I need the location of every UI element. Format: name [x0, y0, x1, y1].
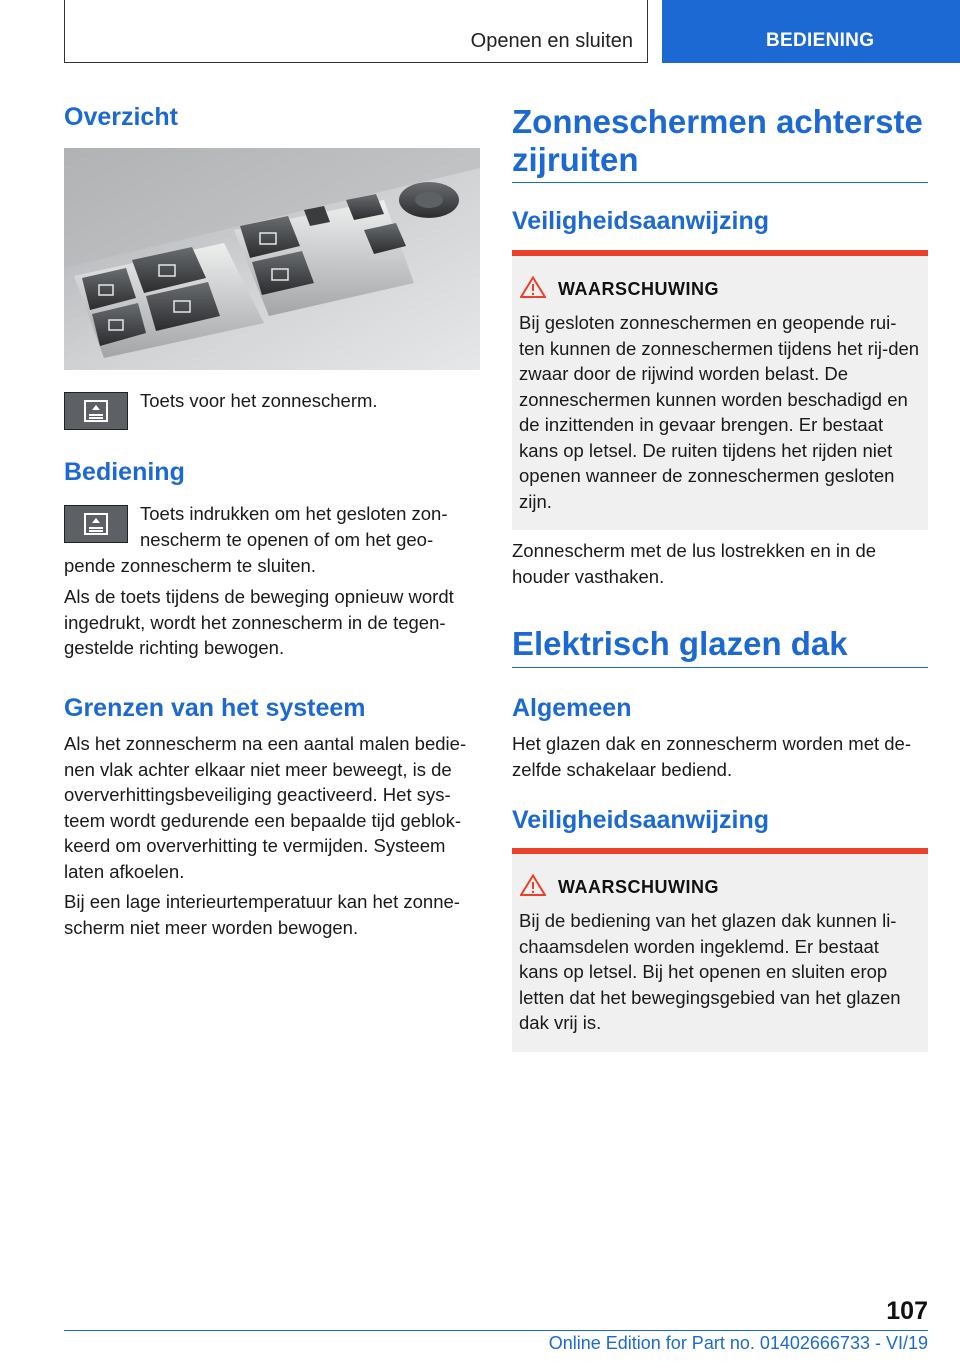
- section-title-veiligheid-2: Veiligheidsaanwijzing: [512, 806, 770, 834]
- bediening-text-line2: nescherm te openen of om het geo-: [140, 529, 434, 550]
- title-underline: [512, 182, 928, 183]
- grenzen-paragraph-1: Als het zonnescherm na een aantal malen bedie-nen vlak achter elkaar niet meer beweegt, is de oververhittingsbeveiliging geactiveerd. Het sys-teem wordt gedurende een bepaalde tijd geblok-keerd om oververhitting te vermijden. Systeem laten afkoelen.: [64, 733, 467, 882]
- warning-label-2: WAARSCHUWING: [558, 877, 719, 897]
- footer-edition: Online Edition for Part no. 01402666733 - VI/19: [548, 1333, 928, 1353]
- warning-triangle-icon: [520, 276, 546, 298]
- grenzen-paragraph-2: Bij een lage interieurtemperatuur kan het zonne-scherm niet meer worden bewogen.: [64, 891, 460, 938]
- section-title-grenzen: Grenzen van het systeem: [64, 694, 366, 722]
- header-section-tab: [64, 0, 648, 63]
- icon-caption-sunblind: Toets voor het zonnescherm.: [140, 390, 378, 411]
- warning-text-1: Bij gesloten zonneschermen en geopende rui-ten kunnen de zonneschermen tijdens het rij-den zwaar door de rijwind worden belast. De zonneschermen kunnen worden beschadigd en de inzittenden in gevaar brengen. Er bestaat kans op letsel. De ruiten tijdens het rijden niet openen wanneer de zonneschermen gesloten zijn.: [519, 312, 920, 512]
- sunblind-button-icon-2: [64, 505, 128, 543]
- title-underline-2: [512, 667, 928, 668]
- section-title-algemeen: Algemeen: [512, 694, 632, 722]
- sunblind-button-icon: [64, 392, 128, 430]
- warning-text-2: Bij de bediening van het glazen dak kunnen li-chaamsdelen worden ingeklemd. Er bestaat kans op letsel. Bij het openen en sluiten erop letten dat het bewegingsgebied van het glazen dak vrij is.: [519, 910, 901, 1033]
- algemeen-paragraph: Het glazen dak en zonnescherm worden met de-zelfde schakelaar bediend.: [512, 733, 911, 780]
- footer-rule: [64, 1330, 928, 1331]
- bediening-text-line3: pende zonnescherm te sluiten.: [64, 555, 316, 576]
- section-title-veiligheid-1: Veiligheidsaanwijzing: [512, 207, 770, 235]
- zonnescherm-paragraph: Zonnescherm met de lus lostrekken en in de houder vasthaken.: [512, 540, 877, 587]
- bediening-paragraph-2: Als de toets tijdens de beweging opnieuw wordt ingedrukt, wordt het zonnescherm in de tegen-gestelde richting bewogen.: [64, 586, 454, 658]
- page-number: 107: [886, 1297, 928, 1325]
- chapter-title-zonneschermen: Zonneschermen achterste zijruiten: [512, 103, 923, 178]
- warning-label-1: WAARSCHUWING: [558, 279, 719, 299]
- chapter-title-glazen-dak: Elektrisch glazen dak: [512, 625, 848, 662]
- section-title-overzicht: Overzicht: [64, 103, 178, 131]
- header-chapter-tab: [662, 0, 960, 63]
- header-chapter-label: BEDIENING: [766, 30, 875, 51]
- header-section-label: Openen en sluiten: [470, 30, 633, 52]
- section-title-bediening: Bediening: [64, 458, 185, 486]
- bediening-text-line1: Toets indrukken om het gesloten zon-: [140, 503, 448, 524]
- window-switch-panel-photo: [64, 148, 480, 370]
- warning-triangle-icon-2: [520, 874, 546, 896]
